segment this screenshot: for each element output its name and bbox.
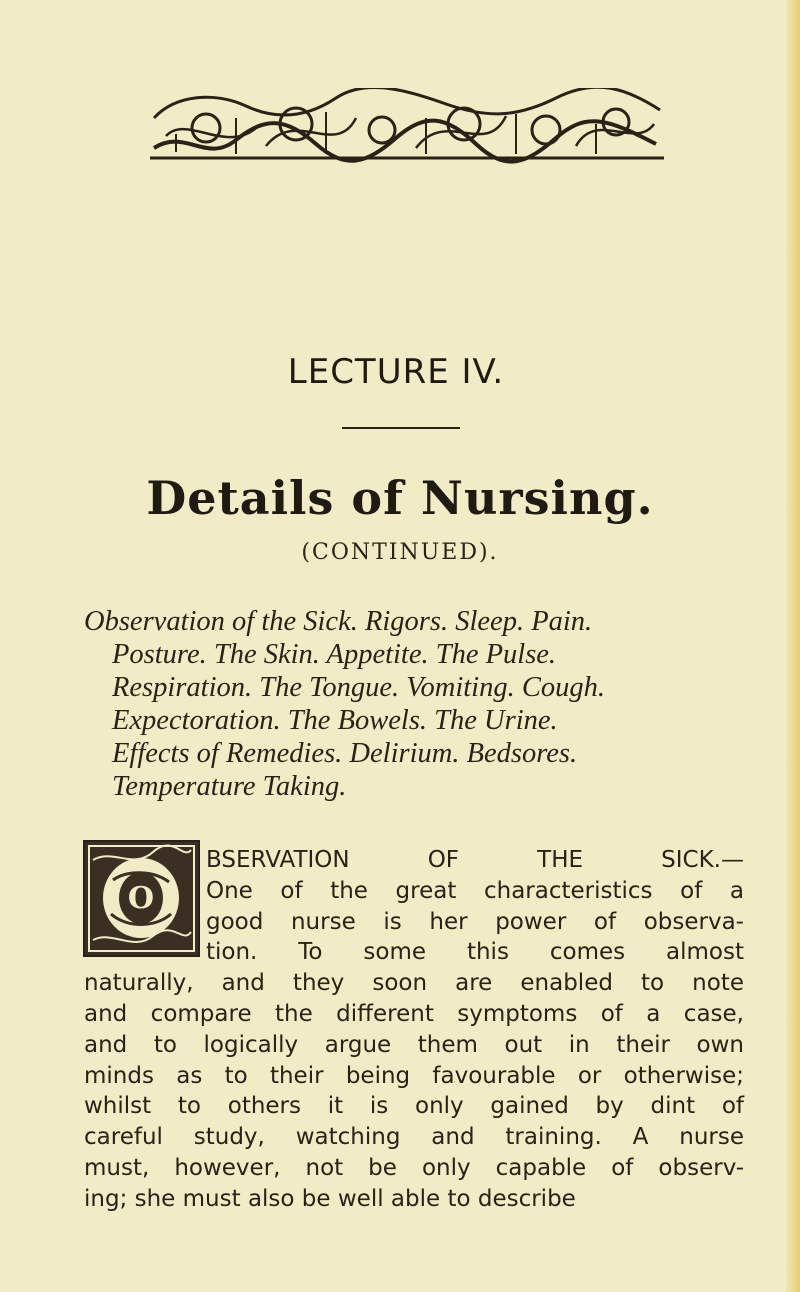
- synopsis-line: Temperature Taking.: [112, 771, 347, 802]
- subtitle-continued: (CONTINUED).: [301, 540, 499, 565]
- headpiece-ornament: [146, 88, 668, 172]
- synopsis-line: Observation of the Sick. Rigors. Sleep. Pain.: [84, 606, 593, 637]
- body-paragraph: [84, 845, 744, 1215]
- body-line: must, however, not be only capable of observ-: [84, 1154, 744, 1181]
- body-line: whilst to others it is only gained by dint of: [84, 1093, 744, 1120]
- body-line: naturally, and they soon are enabled to note: [84, 970, 744, 997]
- synopsis-line: Expectoration. The Bowels. The Urine.: [112, 705, 558, 736]
- body-line: tion. To some this comes almost: [206, 939, 744, 966]
- body-line: BSERVATION OF THE SICK.—: [206, 847, 744, 873]
- body-line: minds as to their being favourable or otherwise;: [84, 1062, 744, 1089]
- body-line: and compare the different symptoms of a case,: [84, 1000, 744, 1027]
- synopsis-line: Effects of Remedies. Delirium. Bedsores.: [112, 738, 578, 769]
- page-edge: [786, 0, 800, 1292]
- synopsis-line: Posture. The Skin. Appetite. The Pulse.: [112, 639, 557, 670]
- page-title: Details of Nursing.: [146, 471, 654, 525]
- divider-rule: [342, 427, 460, 429]
- body-line: One of the great characteristics of a: [206, 877, 744, 904]
- lecture-heading: LECTURE IV.: [287, 352, 505, 392]
- body-line: careful study, watching and training. A nurse: [84, 1124, 744, 1151]
- body-line: and to logically argue them out in their own: [84, 1031, 744, 1058]
- body-line: ing; she must also be well able to describe: [84, 1185, 576, 1212]
- synopsis-line: Respiration. The Tongue. Vomiting. Cough.: [112, 672, 605, 703]
- body-line: good nurse is her power of observa-: [206, 908, 744, 935]
- chapter-synopsis: [84, 605, 754, 803]
- svg-text:O: O: [127, 881, 155, 916]
